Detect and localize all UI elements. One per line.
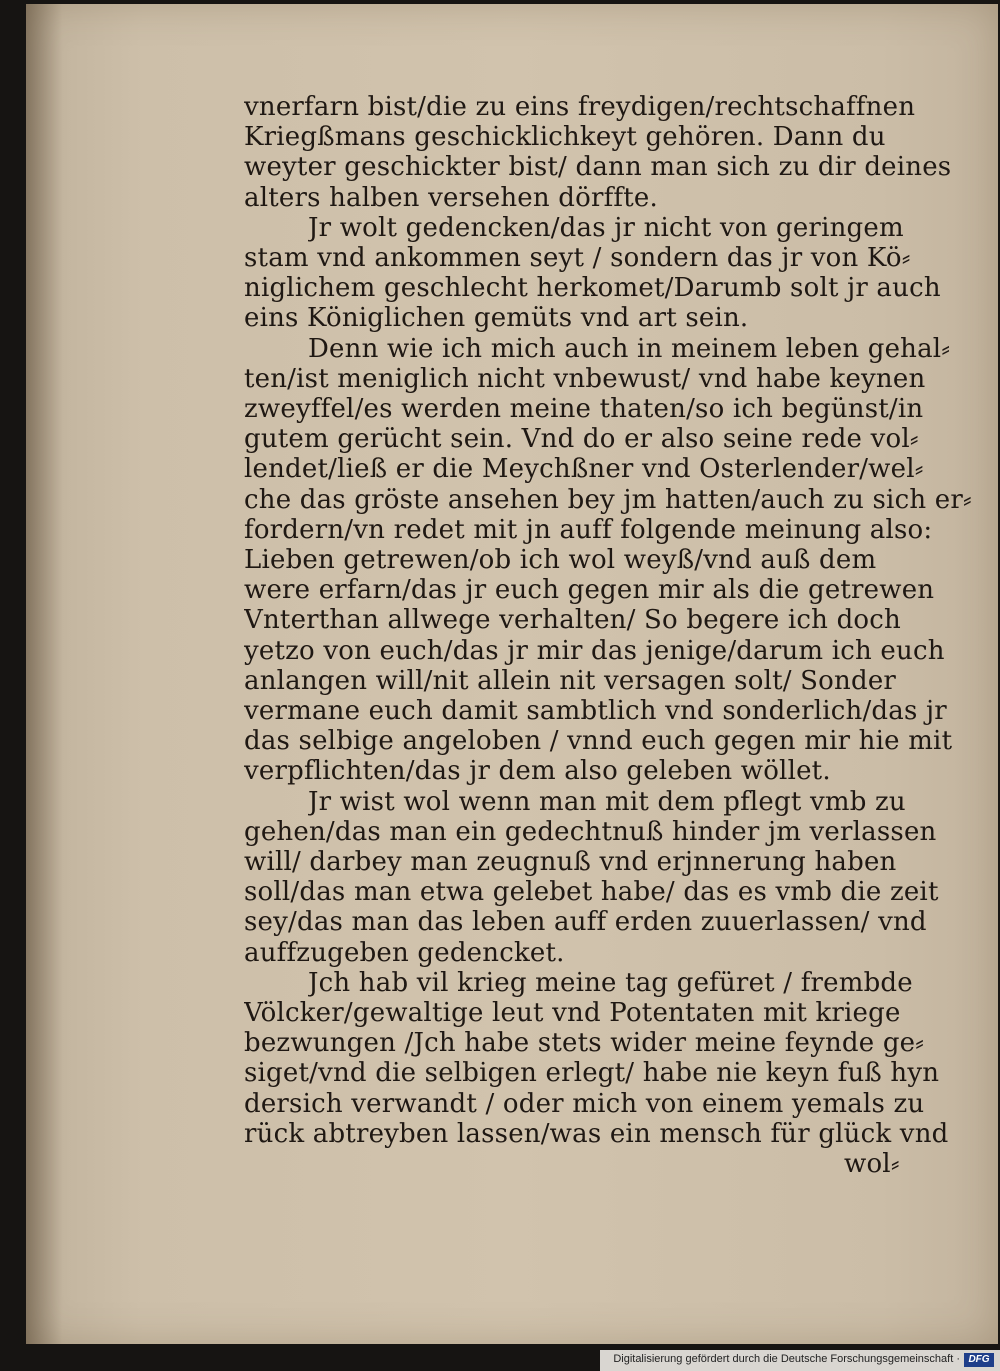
text-line: sey/das man das leben auff erden zuuerlassen/ vnd [244, 907, 927, 938]
text-line: bezwungen /Jch habe stets wider meine feynde ge⸗ [244, 1028, 925, 1059]
text-line: das selbige angeloben / vnnd euch gegen mir hie mit [244, 726, 953, 757]
text-line: anlangen will/nit allein nit versagen solt/ Sonder [244, 665, 897, 696]
text-line: Denn wie ich mich auch in meinem leben gehal⸗ [308, 333, 951, 364]
dfg-logo-icon: DFG [964, 1353, 994, 1367]
text-line: Jr wolt gedencken/das jr nicht von geringem [308, 212, 904, 243]
text-line: dersich verwandt / oder mich von einem yemals zu [244, 1088, 925, 1119]
text-line: were erfarn/das jr euch gegen mir als die getrewen [244, 575, 935, 606]
text-line: yetzo von euch/das jr mir das jenige/darum ich euch [244, 635, 945, 666]
text-line: weyter geschickter bist/ dann man sich zu dir deines [244, 152, 952, 183]
text-line: Jr wist wol wenn man mit dem pflegt vmb zu [308, 786, 906, 817]
text-line: ten/ist meniglich nicht vnbewust/ vnd habe keynen [244, 363, 926, 394]
text-line: eins Königlichen gemüts vnd art sein. [244, 303, 749, 334]
text-line: zweyffel/es werden meine thaten/so ich begünst/in [244, 394, 924, 424]
text-line: siget/vnd die selbigen erlegt/ habe nie keyn fuß hyn [244, 1058, 940, 1089]
text-line: lendet/ließ er die Meychßner vnd Osterlender/wel⸗ [244, 454, 924, 485]
text-line: verpflichten/das jr dem also geleben wöllet. [244, 756, 831, 787]
text-line: stam vnd ankommen seyt / sondern das jr von Kö⸗ [244, 243, 911, 273]
catchword: wol⸗ [844, 1149, 900, 1179]
text-line: will/ darbey man zeugnuß vnd erjnnerung haben [244, 847, 897, 877]
text-line: Vnterthan allwege verhalten/ So begere ich doch [244, 605, 901, 636]
footer-bar [600, 1350, 1000, 1371]
text-line: Lieben getrewen/ob ich wol weyß/vnd auß dem [244, 545, 877, 575]
text-line: alters halben versehen dörffte. [244, 182, 658, 213]
text-line: soll/das man etwa gelebet habe/ das es vmb die zeit [244, 877, 939, 908]
text-line: che das gröste ansehen bey jm hatten/auch zu sich er⸗ [244, 484, 972, 515]
text-line: Kriegßmans geschicklichkeyt gehören. Dann du [244, 122, 886, 153]
text-line: vermane euch damit sambtlich vnd sonderlich/das jr [244, 696, 947, 726]
text-line: Völcker/gewaltige leut vnd Potentaten mit kriege [244, 998, 901, 1028]
text-line: Jch hab vil krieg meine tag gefüret / frembde [308, 967, 913, 998]
text-line: gehen/das man ein gedechtnuß hinder jm verlassen [244, 816, 937, 847]
text-line: auffzugeben gedencket. [244, 937, 565, 968]
page-gutter-shadow [26, 4, 62, 1344]
text-line: rück abtreyben lassen/was ein mensch für glück vnd [244, 1118, 949, 1149]
text-line: gutem gerücht sein. Vnd do er also seine rede vol⸗ [244, 424, 919, 455]
funding-credit: Digitalisierung gefördert durch die Deutsche Forschungsgemeinschaft · [613, 1353, 960, 1365]
text-line: vnerfarn bist/die zu eins freydigen/rechtschaffnen [244, 92, 916, 122]
text-line: fordern/vn redet mit jn auff folgende meinung also: [244, 514, 933, 545]
text-line: niglichem geschlecht herkomet/Darumb solt jr auch [244, 273, 941, 304]
